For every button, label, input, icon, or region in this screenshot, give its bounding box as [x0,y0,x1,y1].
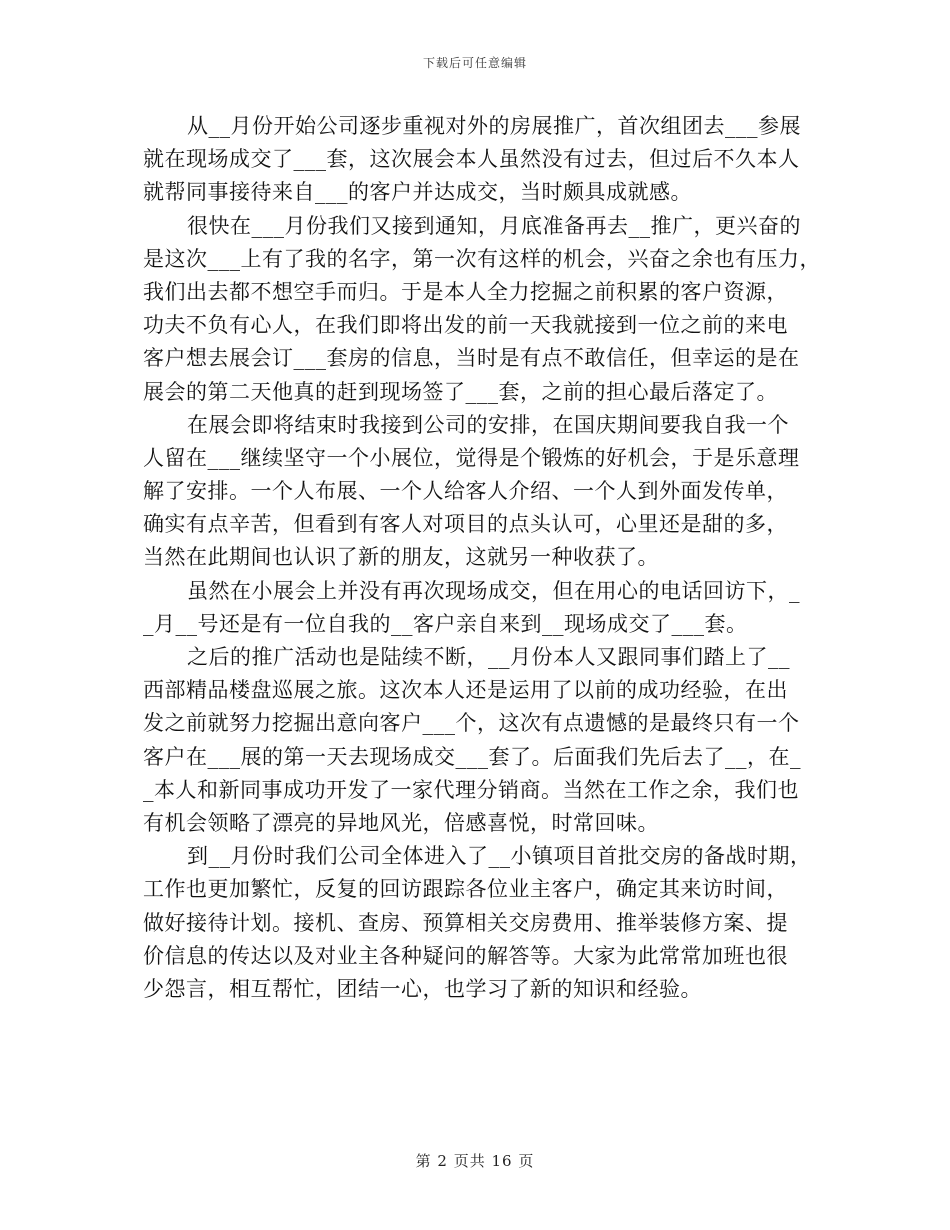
document-body [143,110,821,1006]
text-line: 从__月份开始公司逐步重视对外的房展推广，首次组团去___参展 [187,114,801,138]
paragraph [143,110,808,210]
text-line: 当然在此期间也认识了新的朋友，这就另一种收获了。 [143,545,659,570]
text-line: _月__号还是有一位自我的__客户亲自来到__现场成交了___套。 [143,611,748,636]
text-line: 我们出去都不想空手而归。于是本人全力挖掘之前积累的客户资源， [143,279,788,304]
text-line: 很快在___月份我们又接到通知，月底准备再去__推广，更兴奋的 [187,213,801,238]
text-line: 是这次___上有了我的名字，第一次有这样的机会，兴奋之余也有压力， [143,246,821,271]
text-line: 就帮同事接待来自___的客户并达成交，当时颇具成就感。 [143,180,692,205]
text-line: 就在现场成交了___套，这次展会本人虽然没有过去，但过后不久本人 [143,147,800,172]
text-line: 解了安排。一个人布展、一个人给客人介绍、一个人到外面发传单， [143,479,788,504]
text-line: 客户想去展会订___套房的信息，当时是有点不敢信任，但幸运的是在 [143,346,800,371]
page-header: 下载后可任意编辑 [422,56,527,70]
paragraph [143,840,812,1006]
text-line: 客户在___展的第一天去现场成交___套了。后面我们先后去了__，在_ [143,744,801,769]
paragraph [143,210,821,409]
paragraph [143,575,808,641]
text-line: 有机会领略了漂亮的异地风光，倍感喜悦，时常回味。 [143,810,659,835]
text-line: 西部精品楼盘巡展之旅。这次本人还是运用了以前的成功经验，在出 [143,678,788,703]
text-line: 工作也更加繁忙，反复的回访跟踪各位业主客户，确定其来访时间， [143,877,788,902]
text-line: 少怨言，相互帮忙，团结一心，也学习了新的知识和经验。 [143,976,702,1001]
text-line: 之后的推广活动也是陆续不断，__月份本人又跟同事们踏上了__ [187,645,790,669]
paragraph [143,641,808,840]
text-line: 功夫不负有心人，在我们即将出发的前一天我就接到一位之前的来电 [143,313,788,338]
text-line: 到__月份时我们公司全体进入了__小镇项目首批交房的备战时期， [187,844,812,869]
text-line: 确实有点辛苦，但看到有客人对项目的点头认可，心里还是甜的多， [143,512,788,537]
text-line: 做好接待计划。接机、查房、预算相关交房费用、推举装修方案、提 [143,910,788,935]
text-line: 虽然在小展会上并没有再次现场成交，但在用心的电话回访下，_ [187,578,800,603]
text-line: 价信息的传达以及对业主各种疑问的解答等。大家为此常常加班也很 [143,943,788,968]
text-line: 展会的第二天他真的赶到现场签了___套，之前的担心最后落定了。 [143,379,778,404]
text-line: _本人和新同事成功开发了一家代理分销商。当然在工作之余，我们也 [143,777,799,802]
page-footer: 第 2 页共 16 页 [415,1152,535,1170]
paragraph [143,409,808,575]
text-line: 在展会即将结束时我接到公司的安排，在国庆期间要我自我一个 [187,412,789,437]
text-line: 发之前就努力挖掘出意向客户___个，这次有点遗憾的是最终只有一个 [143,711,800,736]
text-line: 人留在___继续坚守一个小展位，觉得是个锻炼的好机会，于是乐意理 [143,445,800,470]
